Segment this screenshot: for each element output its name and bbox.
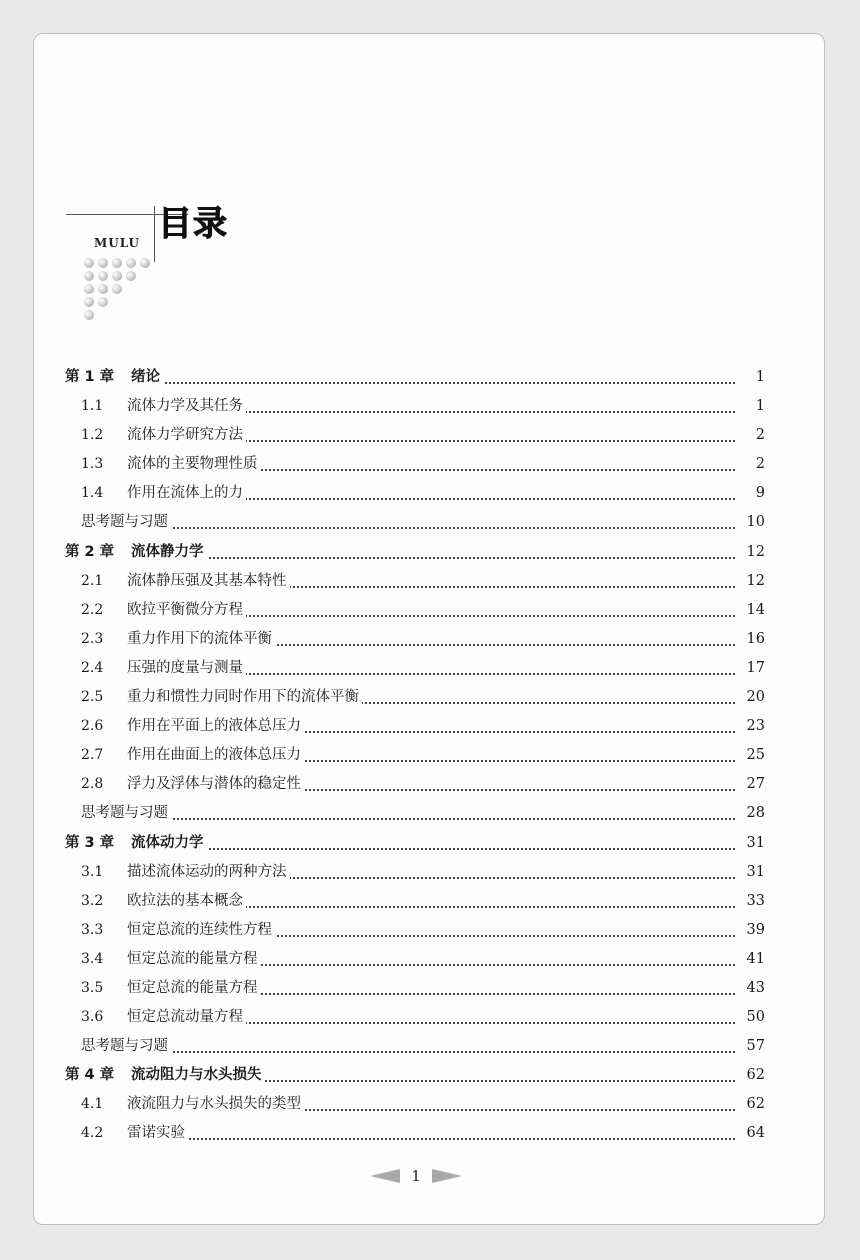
toc-entry-label (81, 625, 275, 654)
toc-dot-leader (125, 557, 735, 559)
toc-section-row[interactable] (65, 567, 765, 596)
toc-entry-page: 64 (737, 1119, 765, 1148)
toc-entry-page: 33 (737, 887, 765, 916)
toc-entry-title: 流体力学研究方法 (127, 427, 243, 444)
toc-entry-title: 流体动力学 (131, 834, 204, 851)
toc-entry-label (81, 421, 246, 450)
document-page (33, 33, 825, 1225)
toc-entry-label (81, 508, 171, 537)
toc-section-row[interactable] (65, 858, 765, 887)
toc-entry-title: 欧拉法的基本概念 (127, 892, 243, 909)
toc-entry-label (81, 596, 246, 625)
toc-chapter-row[interactable] (65, 538, 765, 567)
toc-entry-page: 41 (737, 945, 765, 974)
toc-entry-page: 43 (737, 974, 765, 1003)
toc-section-row[interactable] (65, 683, 765, 712)
toc-entry-page: 28 (737, 799, 765, 828)
table-of-contents (65, 363, 765, 1149)
toc-entry-number: 4.2 (81, 1125, 104, 1142)
toc-section-row[interactable] (65, 596, 765, 625)
toc-section-row[interactable] (65, 770, 765, 799)
decorative-dots (84, 258, 194, 328)
toc-entry-number: 3.5 (81, 979, 104, 996)
decorative-dot (84, 271, 94, 281)
toc-entry-page: 16 (737, 625, 765, 654)
decorative-dot (98, 297, 108, 307)
page-title (158, 196, 228, 245)
toc-entry-page: 31 (737, 858, 765, 887)
toc-section-row[interactable] (65, 916, 765, 945)
toc-entry-label (81, 887, 246, 916)
toc-section-row[interactable] (65, 741, 765, 770)
toc-section-row[interactable] (65, 1119, 765, 1148)
toc-exercise-row[interactable] (65, 799, 765, 828)
toc-entry-number: 第 3 章 (65, 834, 115, 851)
toc-entry-title: 浮力及浮体与潜体的稳定性 (127, 776, 301, 793)
toc-entry-page: 50 (737, 1003, 765, 1032)
toc-entry-number: 3.4 (81, 950, 104, 967)
toc-entry-number: 1.4 (81, 485, 104, 502)
toc-entry-label (81, 858, 290, 887)
decorative-dot (112, 284, 122, 294)
toc-entry-number: 2.7 (81, 747, 104, 764)
toc-entry-page: 10 (737, 508, 765, 537)
toc-entry-label (65, 829, 207, 858)
toc-dot-leader (125, 527, 735, 529)
toc-entry-title: 欧拉平衡微分方程 (127, 601, 243, 618)
toc-section-row[interactable] (65, 625, 765, 654)
toc-dot-leader (125, 382, 735, 384)
page-title-text: 目录 (158, 204, 228, 244)
toc-entry-label (81, 1119, 188, 1148)
toc-entry-title: 作用在流体上的力 (127, 485, 243, 502)
toc-entry-title: 恒定总流的能量方程 (127, 979, 258, 996)
toc-exercise-row[interactable] (65, 508, 765, 537)
toc-entry-title: 思考题与习题 (81, 514, 168, 531)
toc-entry-title: 描述流体运动的两种方法 (127, 863, 287, 880)
page-number: 1 (411, 1167, 421, 1185)
toc-entry-title: 恒定总流的连续性方程 (127, 921, 272, 938)
toc-entry-number: 1.3 (81, 456, 104, 473)
toc-entry-label (81, 799, 171, 828)
toc-entry-title: 恒定总流动量方程 (127, 1009, 243, 1026)
toc-section-row[interactable] (65, 450, 765, 479)
toc-entry-label (65, 363, 163, 392)
toc-entry-number: 2.2 (81, 601, 104, 618)
toc-entry-page: 12 (737, 567, 765, 596)
toc-entry-label (81, 479, 246, 508)
toc-section-row[interactable] (65, 712, 765, 741)
toc-entry-number: 3.6 (81, 1009, 104, 1026)
decorative-dot (112, 271, 122, 281)
toc-entry-number: 第 4 章 (65, 1067, 115, 1084)
toc-entry-page: 12 (737, 538, 765, 567)
toc-entry-page: 17 (737, 654, 765, 683)
toc-entry-label (81, 1032, 171, 1061)
toc-entry-label (65, 538, 207, 567)
toc-entry-page: 1 (737, 363, 765, 392)
toc-entry-title: 思考题与习题 (81, 805, 168, 822)
toc-entry-number: 3.1 (81, 863, 104, 880)
toc-entry-title: 作用在曲面上的液体总压力 (127, 747, 301, 764)
toc-entry-page: 23 (737, 712, 765, 741)
toc-entry-title: 流体静压强及其基本特性 (127, 572, 287, 589)
toc-exercise-row[interactable] (65, 1032, 765, 1061)
toc-entry-label (81, 712, 304, 741)
toc-entry-page: 9 (737, 479, 765, 508)
toc-chapter-row[interactable] (65, 363, 765, 392)
toc-entry-number: 2.5 (81, 689, 104, 706)
toc-entry-number: 1.2 (81, 427, 104, 444)
decorative-dot (112, 258, 122, 268)
toc-entry-label (81, 450, 261, 479)
toc-entry-label (81, 916, 275, 945)
toc-entry-page: 1 (737, 392, 765, 421)
toc-section-row[interactable] (65, 479, 765, 508)
toc-entry-title: 重力作用下的流体平衡 (127, 630, 272, 647)
toc-dot-leader (125, 848, 735, 850)
toc-entry-title: 流体的主要物理性质 (127, 456, 258, 473)
toc-entry-page: 62 (737, 1061, 765, 1090)
toc-entry-number: 2.1 (81, 572, 104, 589)
toc-entry-number: 4.1 (81, 1096, 104, 1113)
toc-entry-label (81, 741, 304, 770)
page-number-footer (364, 1164, 468, 1188)
toc-entry-number: 3.2 (81, 892, 104, 909)
toc-entry-page: 27 (737, 770, 765, 799)
decorative-dot (98, 271, 108, 281)
toc-section-row[interactable] (65, 392, 765, 421)
toc-entry-number: 3.3 (81, 921, 104, 938)
toc-entry-title: 恒定总流的能量方程 (127, 950, 258, 967)
toc-section-row[interactable] (65, 1090, 765, 1119)
toc-section-row[interactable] (65, 974, 765, 1003)
decorative-dot (84, 310, 94, 320)
decorative-dot (98, 284, 108, 294)
toc-entry-page: 20 (737, 683, 765, 712)
toc-chapter-row[interactable] (65, 1061, 765, 1090)
toc-entry-label (81, 770, 304, 799)
toc-entry-page: 62 (737, 1090, 765, 1119)
toc-entry-number: 1.1 (81, 398, 104, 415)
toc-entry-title: 流体力学及其任务 (127, 398, 243, 415)
toc-entry-label (81, 567, 290, 596)
toc-entry-page: 2 (737, 421, 765, 450)
toc-section-row[interactable] (65, 1003, 765, 1032)
header-vertical-rule (154, 206, 155, 262)
toc-entry-title: 流动阻力与水头损失 (131, 1067, 262, 1084)
toc-entry-title: 流体静力学 (131, 543, 204, 560)
decorative-dot (140, 258, 150, 268)
toc-entry-title: 思考题与习题 (81, 1038, 168, 1055)
toc-section-row[interactable] (65, 654, 765, 683)
decorative-dot (126, 271, 136, 281)
toc-section-row[interactable] (65, 421, 765, 450)
page-subtitle: MULU (94, 236, 140, 250)
toc-entry-page: 2 (737, 450, 765, 479)
toc-dot-leader (125, 1051, 735, 1053)
toc-entry-label (81, 1090, 304, 1119)
toc-entry-number: 2.3 (81, 630, 104, 647)
toc-entry-label (81, 654, 246, 683)
toc-chapter-row[interactable] (65, 829, 765, 858)
toc-entry-label (81, 1003, 246, 1032)
toc-entry-page: 14 (737, 596, 765, 625)
toc-entry-title: 绪论 (131, 369, 160, 385)
toc-dot-leader (125, 818, 735, 820)
toc-entry-number: 2.8 (81, 776, 104, 793)
toc-entry-label (81, 974, 261, 1003)
toc-entry-page: 31 (737, 829, 765, 858)
toc-entry-label (81, 392, 246, 421)
toc-entry-title: 压强的度量与测量 (127, 659, 243, 676)
toc-entry-page: 57 (737, 1032, 765, 1061)
arrow-right-icon (432, 1169, 462, 1183)
toc-entry-number: 2.6 (81, 718, 104, 735)
toc-dot-leader (125, 1138, 735, 1140)
decorative-dot (98, 258, 108, 268)
toc-entry-label (65, 1061, 265, 1090)
toc-entry-page: 39 (737, 916, 765, 945)
decorative-dot (126, 258, 136, 268)
toc-entry-label (81, 683, 362, 712)
toc-entry-title: 作用在平面上的液体总压力 (127, 718, 301, 735)
toc-entry-number: 第 1 章 (65, 369, 115, 385)
toc-entry-title: 雷诺实验 (127, 1125, 185, 1142)
toc-section-row[interactable] (65, 887, 765, 916)
toc-entry-page: 25 (737, 741, 765, 770)
toc-entry-number: 第 2 章 (65, 543, 115, 560)
toc-entry-label (81, 945, 261, 974)
decorative-dot (84, 258, 94, 268)
toc-entry-title: 液流阻力与水头损失的类型 (127, 1096, 301, 1113)
toc-section-row[interactable] (65, 945, 765, 974)
toc-entry-number: 2.4 (81, 659, 104, 676)
decorative-dot (84, 297, 94, 307)
decorative-dot (84, 284, 94, 294)
toc-entry-title: 重力和惯性力同时作用下的流体平衡 (127, 689, 359, 706)
